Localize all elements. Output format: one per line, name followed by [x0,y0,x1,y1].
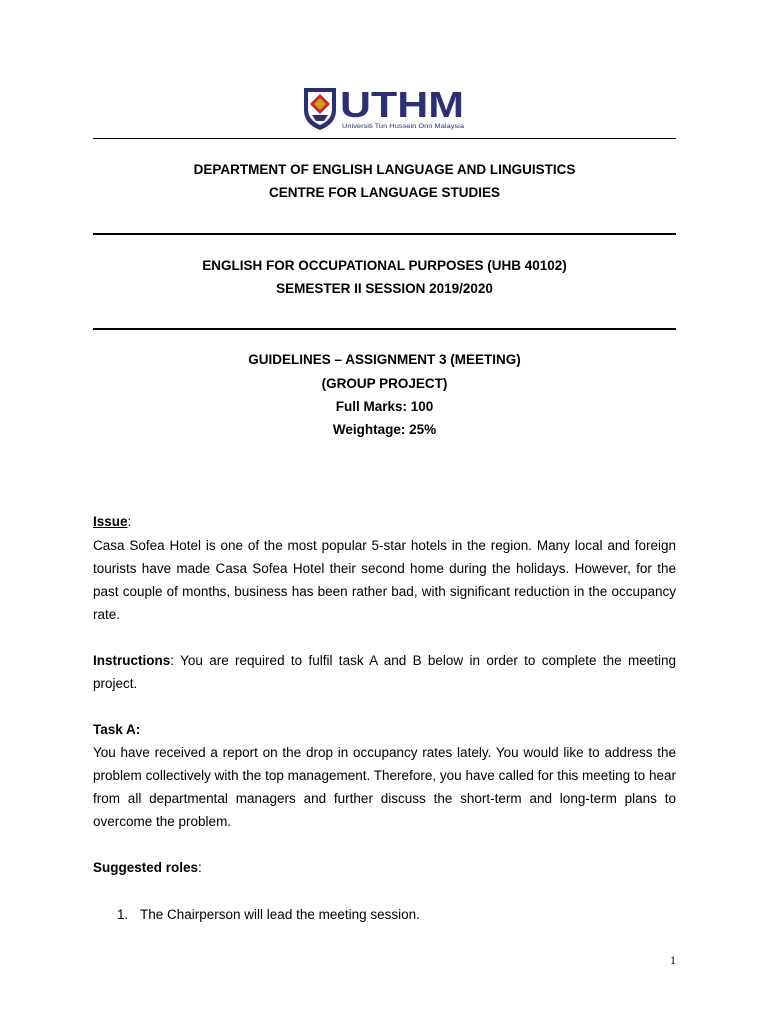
course-title: ENGLISH FOR OCCUPATIONAL PURPOSES (UHB 40102) [202,258,567,273]
page-number: 1 [670,953,676,967]
centre-title: CENTRE FOR LANGUAGE STUDIES [268,185,500,200]
issue-label: Issue [93,514,128,529]
divider [93,233,676,235]
list-item [117,906,676,924]
task-a-label: Task A: [93,722,141,737]
issue-heading [93,510,676,533]
issue-colon: : [127,514,132,529]
issue-text: Casa Sofea Hotel is one of the most popular 5-star hotels in the region. Many local and foreign tourists have made Casa Sofea Hotel their second home during the holidays. However, for the past couple of months, business has been rather bad, with significant reduction in the occupancy rate. [93,538,676,622]
session-title: SEMESTER II SESSION 2019/2020 [276,281,493,296]
roles-colon: : [198,860,202,875]
assignment-title: GUIDELINES – ASSIGNMENT 3 (MEETING) [248,352,521,367]
roles-heading [93,856,676,879]
assignment-type: (GROUP PROJECT) [321,376,448,391]
instructions-paragraph [93,649,676,695]
uthm-logo [302,84,468,132]
logo-wordmark: UTHM [340,84,464,125]
weightage: Weightage: 25% [332,422,437,437]
roles-label: Suggested roles [93,860,199,875]
department-title: DEPARTMENT OF ENGLISH LANGUAGE AND LINGUISTICS [193,162,576,177]
instructions-label: Instructions [93,653,171,668]
list-item-text: The Chairperson will lead the meeting session. [140,907,420,922]
task-a-text: You have received a report on the drop in occupancy rates lately. You would like to address the problem collectively with the top management. Therefore, you have called for this meeting to hear from all departmental managers and further discuss the short-term and long-term plans to overcome the problem. [93,745,676,829]
divider [93,138,676,139]
list-item-number: 1. [117,907,129,922]
divider [93,328,676,330]
instructions-text: : You are required to fulfil task A and B below in order to complete the meeting project. [93,653,676,691]
logo-tagline: Universiti Tun Hussein Onn Malaysia [342,123,465,130]
crest-icon [304,88,336,130]
full-marks: Full Marks: 100 [335,399,434,414]
